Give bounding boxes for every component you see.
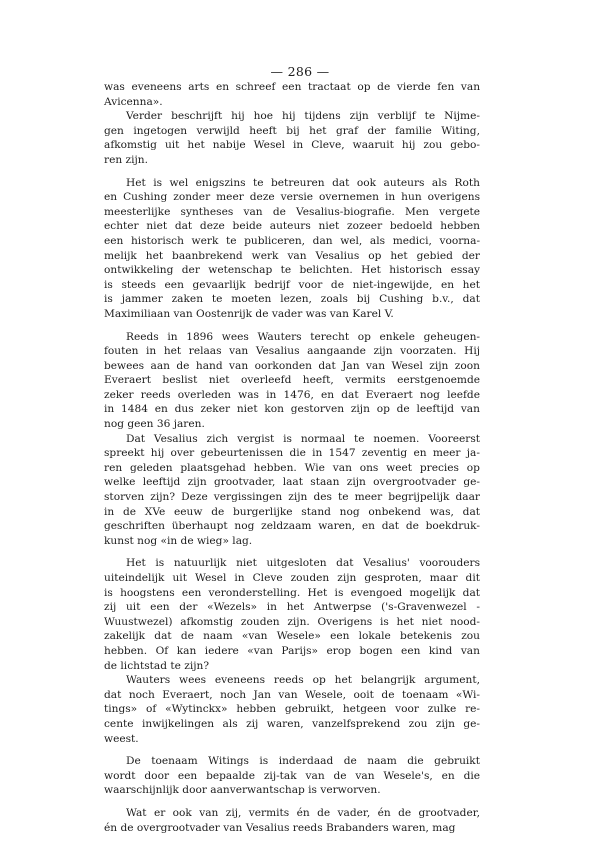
text-line: kunst nog «in de wieg» lag. [104, 534, 253, 547]
text-line: Het is natuurlijk niet uitgesloten dat Vesalius' voorouders [126, 557, 481, 570]
paragraph [104, 109, 480, 167]
text-line: cente inwijkelingen als zij waren, vanzelfsprekend zou zijn ge- [104, 717, 481, 730]
text-line: zakelijk dat de naam «van Wesele» een lokale betekenis zou [104, 630, 480, 643]
text-line: in de XVe eeuw de burgerlijke stand nog onbekend was, dat [104, 505, 481, 518]
text-line: zij uit een der «Wezels» in het Antwerpse ('s-Gravenwezel - [104, 601, 480, 614]
text-line: spreekt hij over gebeurtenissen die in 1547 zeventig en meer ja- [104, 447, 480, 460]
paragraph [104, 330, 480, 432]
paragraph [104, 673, 480, 746]
text-line: Het is wel enigszins te betreuren dat ook auteurs als Roth [126, 176, 480, 189]
page-number: — 286 — [270, 64, 330, 79]
text-line: ontwikkeling der wetenschap te belichten. Het historisch essay [104, 264, 481, 277]
text-line: Wuustwezel) afkomstig zouden zijn. Overigens is het niet nood- [104, 615, 481, 628]
text-line: Reeds in 1896 wees Wauters terecht op enkele geheugen- [126, 330, 480, 343]
text-line: en Cushing zonder meer deze versie overnemen in hun overigens [104, 191, 481, 204]
text-line: Dat Vesalius zich vergist is normaal te noemen. Vooreerst [126, 432, 481, 445]
text-line: weest. [104, 732, 139, 745]
text-line: nog geen 36 jaren. [104, 418, 205, 431]
text-line: én de overgrootvader van Vesalius reeds Brabanders waren, mag [104, 821, 456, 834]
text-line: de lichtstad te zijn? [104, 659, 210, 672]
text-line: hebben. Of kan iedere «van Parijs» erop bogen een kind van [104, 644, 480, 657]
text-line: een historisch werk te publiceren, dan wel, als medici, voorna- [104, 234, 481, 247]
paragraph [104, 80, 480, 109]
text-line: Avicenna». [104, 95, 163, 108]
paragraph [104, 432, 480, 549]
text-line: is steeds een gevaarlijk bedrijf voor de niet-ingewijde, en het [104, 278, 481, 291]
text-line: ren geleden plaatsgehad hebben. Wie van ons weet precies op [104, 461, 480, 474]
paragraph [104, 806, 480, 835]
text-line: zeker reeds overleden was in 1476, en dat Everaert nog leefde [104, 388, 480, 401]
text-line: is hoogstens een veronderstelling. Het is evengoed mogelijk dat [104, 586, 481, 599]
text-line: gen ingetogen verwijld heeft bij het graf der familie Witing, [104, 124, 480, 137]
text-line: ren zijn. [104, 153, 148, 166]
text-line: Verder beschrijft hij hoe hij tijdens zijn verblijf te Nijme- [126, 110, 480, 123]
text-line: waarschijnlijk door aanverwantschap is verworven. [104, 784, 381, 797]
paragraph [104, 556, 480, 673]
text-line: wordt door een bepaalde zij-tak van de van Wesele's, en die [104, 769, 481, 782]
text-line: melijk het baanbrekend werk van Vesalius op het gebied der [104, 249, 480, 262]
text-line: storven zijn? Deze vergissingen zijn des te meer begrijpelijk daar [104, 491, 480, 504]
text-line: fouten in het relaas van Vesalius aangaande zijn voorzaten. Hij [104, 345, 481, 358]
text-line: welke leeftijd zijn grootvader, laat staan zijn overgrootvader ge- [104, 476, 481, 489]
paragraph [104, 176, 480, 322]
text-line: Everaert beslist niet overleefd heeft, vermits eerstgenoemde [104, 374, 480, 387]
text-line: was eveneens arts en schreef een tractaat op de vierde fen van [104, 81, 481, 93]
text-line: Wauters wees eveneens reeds op het belangrijk argument, [126, 674, 480, 687]
paragraph [104, 754, 480, 798]
text-line: is jammer zaken te moeten lezen, zoals bij Cushing b.v., dat [104, 293, 480, 306]
text-line: meesterlijke syntheses van de Vesalius-biografie. Men vergete [104, 205, 481, 218]
text-column [104, 80, 480, 835]
text-line: dat noch Everaert, noch Jan van Wesele, ooit de toenaam «Wi- [104, 688, 481, 701]
text-line: uiteindelijk uit Wesel in Cleve zouden zijn gesproten, maar dit [104, 572, 480, 584]
text-line: bewees aan de hand van oorkonden dat Jan van Wesel zijn zoon [104, 359, 480, 372]
text-line: Wat er ook van zij, vermits én de vader, én de grootvader, [126, 806, 480, 819]
text-line: tings» of «Wytinckx» hebben gebruikt, hetgeen voor zulke re- [104, 703, 480, 716]
text-line: in 1484 en dus zeker niet kon gestorven zijn op de leeftijd van [104, 403, 480, 416]
text-line: geschriften überhaupt nog zeldzaam waren, en dat de boekdruk- [104, 520, 480, 533]
text-line: De toenaam Witings is inderdaad de naam die gebruikt [126, 755, 480, 768]
text-line: echter niet dat deze beide auteurs niet zozeer bedoeld hebben [104, 220, 481, 233]
text-line: Maximiliaan van Oostenrijk de vader was van Karel V. [104, 307, 394, 320]
text-line: afkomstig uit het nabije Wesel in Cleve, waaruit hij zou gebo- [104, 139, 480, 152]
